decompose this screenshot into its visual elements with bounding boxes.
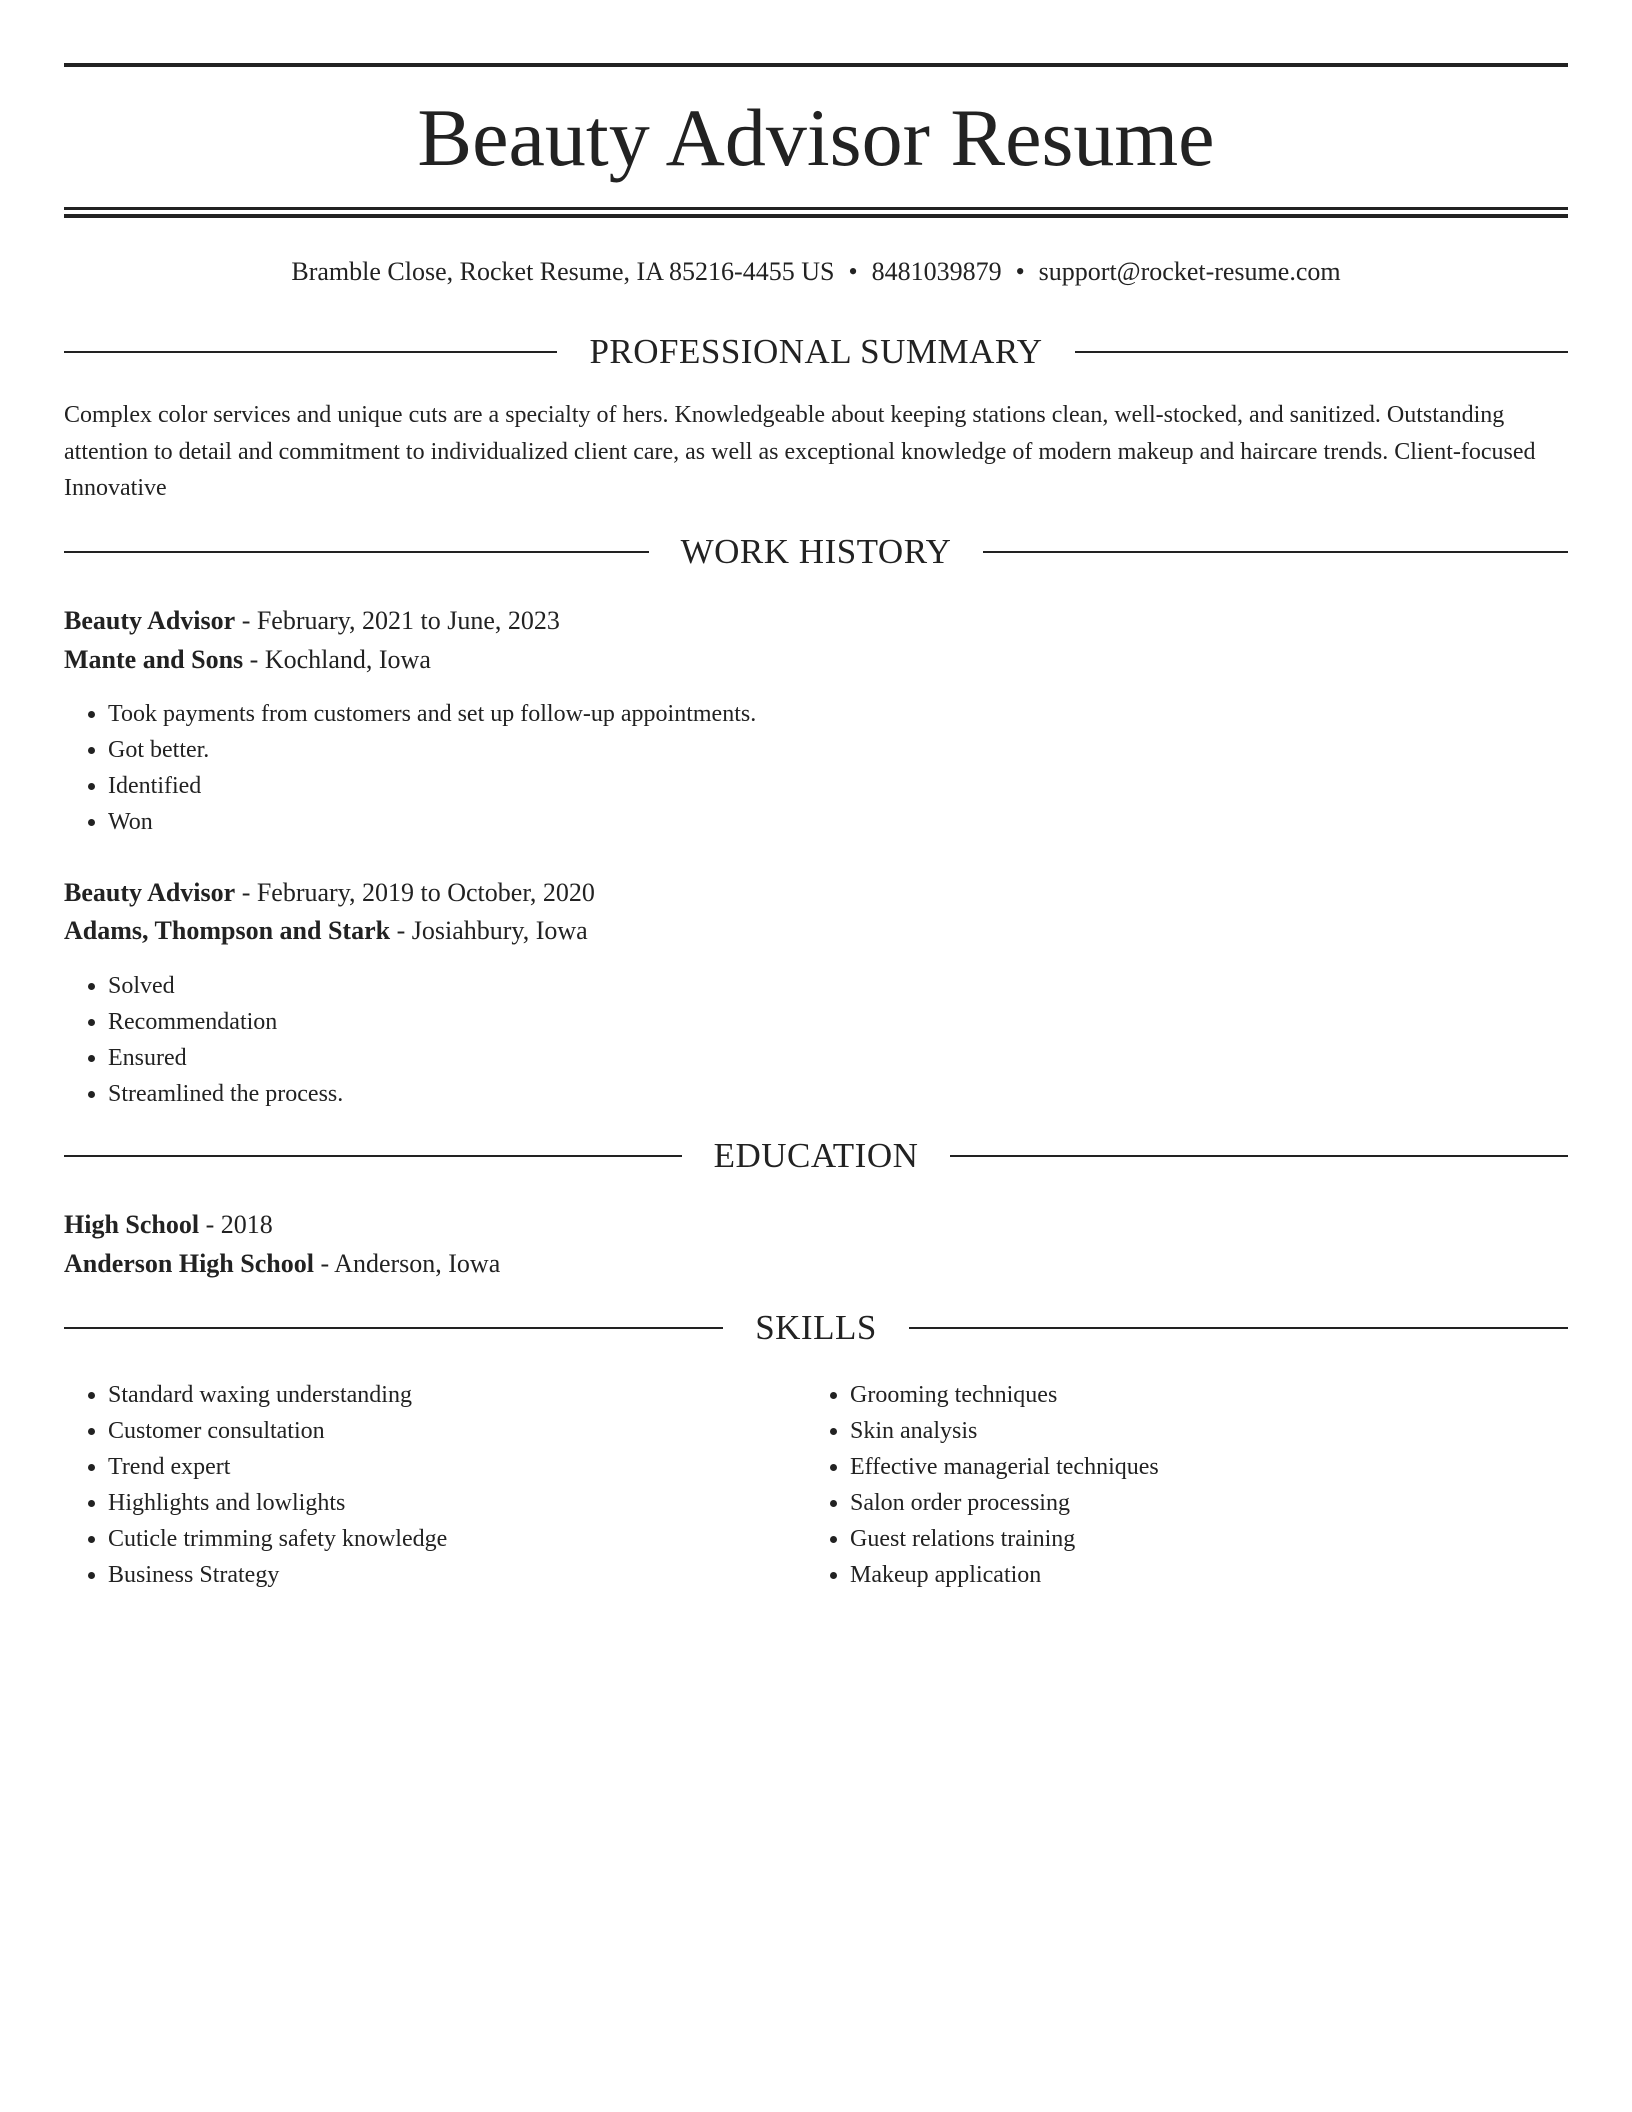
skill-item: • Skin analysis — [850, 1413, 1550, 1449]
job-company: Mante and Sons — [64, 645, 244, 674]
contact-address: Bramble Close, Rocket Resume, IA 85216-4455 US — [291, 257, 835, 286]
job-bullets — [64, 968, 343, 1112]
section-heading-work — [64, 530, 1568, 574]
skill-item: • Salon order processing — [850, 1485, 1550, 1521]
list-item: • Identified — [108, 768, 756, 804]
skill-item: • Highlights and lowlights — [108, 1485, 808, 1521]
section-title-summary: PROFESSIONAL SUMMARY — [589, 332, 1043, 371]
education-school: Anderson High School — [64, 1249, 314, 1278]
heading-rule-left — [64, 351, 557, 353]
job-company-line — [64, 641, 1568, 679]
education-degree-line — [64, 1206, 1568, 1244]
contact-phone: 8481039879 — [871, 257, 1002, 286]
list-item: • Got better. — [108, 732, 756, 768]
list-item: • Ensured — [108, 1040, 343, 1076]
list-item: • Streamlined the process. — [108, 1076, 343, 1112]
summary-text: Complex color services and unique cuts are a specialty of hers. Knowledgeable about keeping stations clean, well-stocked, and sanitized. Outstanding attention to detail and commitment to individualized client care, as well as exceptional knowledge of modern makeup and haircare trends. Client-focused Innovative — [64, 402, 1536, 501]
job-dates: - February, 2019 to October, 2020 — [241, 878, 595, 907]
job-location: - Josiahbury, Iowa — [396, 916, 588, 945]
skill-item: • Grooming techniques — [850, 1377, 1550, 1413]
contact-separator: • — [1015, 257, 1025, 286]
heading-rule-left — [64, 551, 649, 553]
section-title-work: WORK HISTORY — [680, 532, 952, 571]
job-company: Adams, Thompson and Stark — [64, 916, 391, 945]
job-title: Beauty Advisor — [64, 878, 236, 907]
education-year: - 2018 — [205, 1210, 273, 1239]
contact-line — [64, 252, 1568, 292]
section-title-education: EDUCATION — [713, 1136, 919, 1175]
resume-title: Beauty Advisor Resume — [417, 92, 1215, 183]
heading-rule-right — [1075, 351, 1568, 353]
heading-rule-right — [909, 1327, 1568, 1329]
job-location: - Kochland, Iowa — [249, 645, 431, 674]
section-heading-education — [64, 1134, 1568, 1178]
job-dates: - February, 2021 to June, 2023 — [241, 606, 560, 635]
skill-item: • Business Strategy — [108, 1557, 808, 1593]
heading-rule-right — [950, 1155, 1568, 1157]
education-school-line — [64, 1245, 1568, 1283]
contact-email: support@rocket-resume.com — [1038, 257, 1341, 286]
skill-item: • Customer consultation — [108, 1413, 808, 1449]
heading-rule-right — [983, 551, 1568, 553]
list-item: • Took payments from customers and set up follow-up appointments. — [108, 696, 756, 732]
job-company-line — [64, 912, 1568, 950]
skills-list-right — [806, 1377, 1550, 1593]
list-item: • Won — [108, 804, 756, 840]
skill-item: • Guest relations training — [850, 1521, 1550, 1557]
job-title-line — [64, 874, 1568, 912]
heading-rule-left — [64, 1327, 723, 1329]
title-rule-lower — [64, 214, 1568, 218]
education-location: - Anderson, Iowa — [320, 1249, 501, 1278]
skill-item: • Cuticle trimming safety knowledge — [108, 1521, 808, 1557]
skill-item: • Standard waxing understanding — [108, 1377, 808, 1413]
job-title: Beauty Advisor — [64, 606, 236, 635]
skill-item: • Effective managerial techniques — [850, 1449, 1550, 1485]
title-rule-upper — [64, 207, 1568, 210]
section-heading-skills — [64, 1306, 1568, 1350]
contact-separator: • — [848, 257, 858, 286]
education-degree: High School — [64, 1210, 200, 1239]
section-heading-summary — [64, 330, 1568, 374]
job-title-line — [64, 602, 1568, 640]
list-item: • Solved — [108, 968, 343, 1004]
heading-rule-left — [64, 1155, 682, 1157]
skill-item: • Trend expert — [108, 1449, 808, 1485]
skills-list-left — [64, 1377, 808, 1593]
section-title-skills: SKILLS — [755, 1308, 877, 1347]
job-bullets — [64, 696, 756, 840]
list-item: • Recommendation — [108, 1004, 343, 1040]
top-rule — [64, 63, 1568, 67]
skill-item: • Makeup application — [850, 1557, 1550, 1593]
